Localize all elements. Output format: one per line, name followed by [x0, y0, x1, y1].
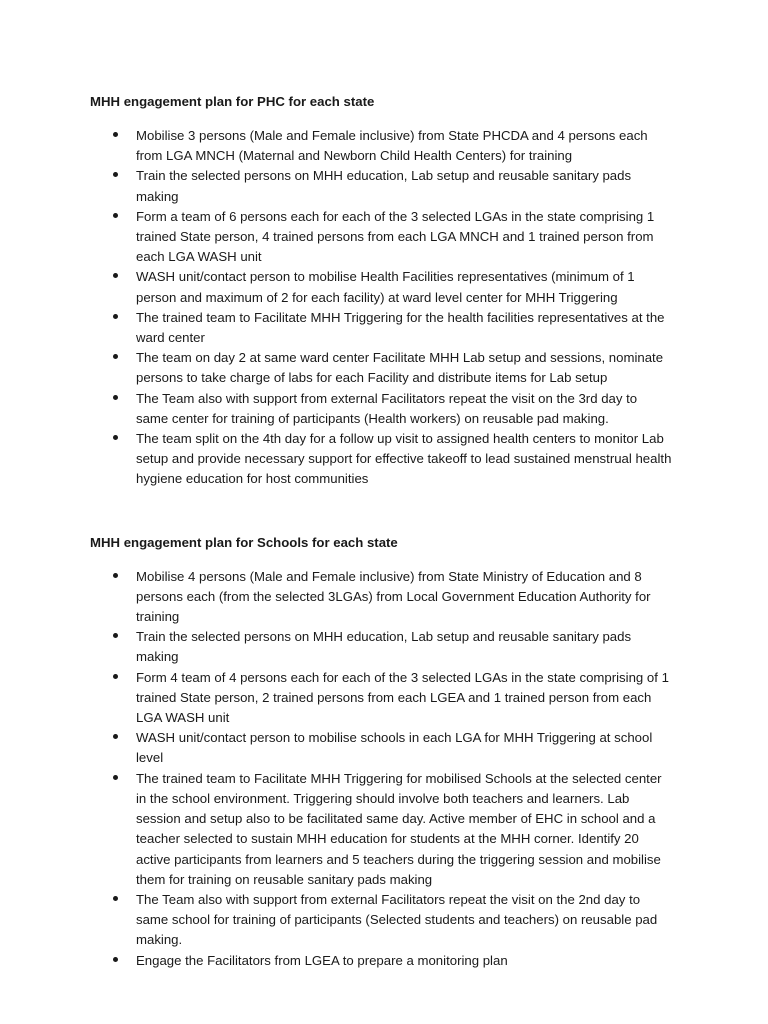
list-item: [90, 567, 672, 628]
bullet-icon: [113, 573, 118, 578]
bullet-icon: [113, 896, 118, 901]
list-item-text: Mobilise 3 persons (Male and Female inclusive) from State PHCDA and 4 persons each from LGA MNCH (Maternal and Newborn Child Health Centers) for training: [136, 128, 648, 164]
list-item-text: The trained team to Facilitate MHH Triggering for mobilised Schools at the selected center in the school environment. Triggering should involve both teachers and learners. Lab session and setup also to be facilitated same day. Active member of EHC in school and a teacher selected to sustain MHH education for students at the MHH corner. Identify 20 active participants from learners and 5 teachers during the triggering session and mobilise them for training on reusable sanitary pads making: [136, 770, 662, 887]
list-item-text: WASH unit/contact person to mobilise Health Facilities representatives (minimum of 1 person and maximum of 2 for each facility) at ward level center for MHH Triggering: [136, 269, 635, 305]
list-item: [90, 348, 672, 388]
phc-plan-heading: MHH engagement plan for PHC for each state: [90, 94, 375, 109]
bullet-icon: [113, 132, 118, 137]
bullet-icon: [113, 314, 118, 319]
list-item: [90, 668, 672, 729]
bullet-icon: [113, 957, 118, 962]
schools-plan-section: [90, 490, 672, 971]
bullet-icon: [113, 633, 118, 638]
bullet-icon: [113, 273, 118, 278]
list-item-text: The trained team to Facilitate MHH Triggering for the health facilities representatives at the ward center: [136, 309, 665, 346]
list-item: [90, 308, 672, 348]
list-item: [90, 728, 672, 768]
list-item-text: The Team also with support from external Facilitators repeat the visit on the 3rd day to same center for training of participants (Health workers) on reusable pad making.: [136, 390, 638, 426]
list-item-text: Engage the Facilitators from LGEA to prepare a monitoring plan: [136, 952, 508, 968]
list-item: [90, 389, 672, 429]
list-item-text: Form a team of 6 persons each for each of the 3 selected LGAs in the state comprising 1 trained State person, 4 trained persons from each LGA MNCH and 1 trained person from each LGA WASH unit: [136, 208, 655, 265]
list-item-text: The Team also with support from external Facilitators repeat the visit on the 2nd day to same school for training of participants (Selected students and teachers) on reusable pad making.: [136, 891, 658, 948]
list-item: [90, 207, 672, 268]
bullet-icon: [113, 354, 118, 359]
list-item: [90, 769, 672, 890]
list-item-text: Form 4 team of 4 persons each for each of the 3 selected LGAs in the state comprising of 1 trained State person, 2 trained persons from each LGEA and 1 trained person from each LGA WASH unit: [136, 669, 669, 726]
bullet-icon: [113, 213, 118, 218]
list-item-text: Train the selected persons on MHH education, Lab setup and reusable sanitary pads making: [136, 629, 632, 665]
list-item-text: Train the selected persons on MHH education, Lab setup and reusable sanitary pads making: [136, 168, 632, 204]
phc-plan-section: [90, 0, 672, 490]
bullet-icon: [113, 435, 118, 440]
phc-plan-list: [90, 126, 672, 490]
bullet-icon: [113, 172, 118, 177]
bullet-icon: [113, 775, 118, 780]
bullet-icon: [113, 734, 118, 739]
list-item: [90, 627, 672, 667]
list-item-text: Mobilise 4 persons (Male and Female inclusive) from State Ministry of Education and 8 persons each (from the selected 3LGAs) from Local Government Education Authority for training: [136, 568, 651, 625]
bullet-icon: [113, 674, 118, 679]
list-item: [90, 951, 672, 971]
list-item: [90, 126, 672, 166]
bullet-icon: [113, 395, 118, 400]
list-item: [90, 429, 672, 490]
list-item: [90, 166, 672, 206]
list-item-text: The team split on the 4th day for a follow up visit to assigned health centers to monitor Lab setup and provide necessary support for effective takeoff to lead sustained menstrual health hygiene education for host communities: [136, 431, 672, 487]
list-item: [90, 890, 672, 951]
list-item-text: WASH unit/contact person to mobilise schools in each LGA for MHH Triggering at school level: [136, 730, 653, 766]
schools-plan-heading: MHH engagement plan for Schools for each state: [90, 534, 398, 550]
schools-plan-list: [90, 567, 672, 971]
list-item: [90, 267, 672, 307]
list-item-text: The team on day 2 at same ward center Facilitate MHH Lab setup and sessions, nominate persons to take charge of labs for each Facility and distribute items for Lab setup: [136, 350, 664, 386]
